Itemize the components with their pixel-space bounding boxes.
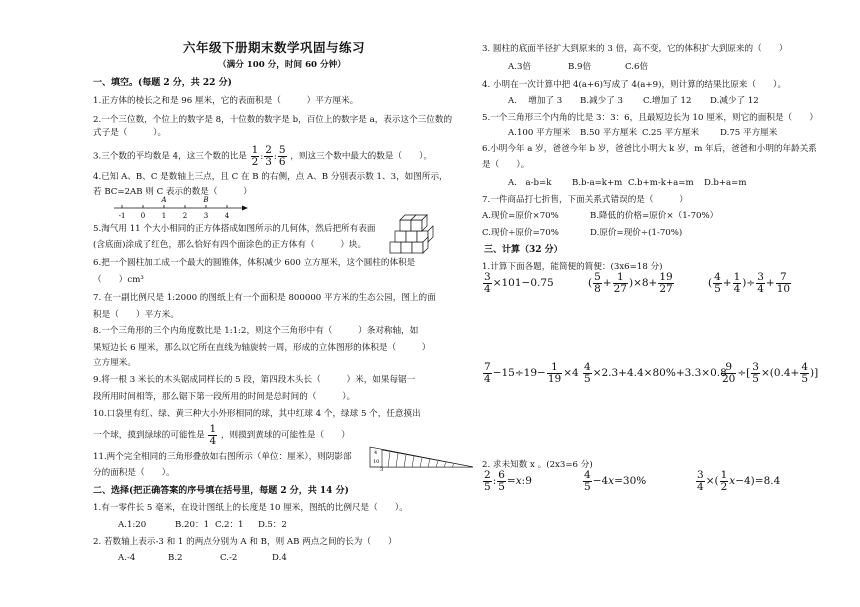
question-1-11-line2: 分的面积是（ ）。 [93,468,175,478]
number-line-tick-label: 4 [224,212,230,220]
number-line-tick-label: 2 [182,212,188,220]
q2-6-option-d: D.b+a=m [704,178,747,188]
ratio-colon: : [273,151,277,162]
question-1-6-line1: 6.把一个圆柱加工成一个最大的圆锥体，体积减少 600 立方厘米，这个圆柱的体积是 [93,258,416,268]
q2-1-option-a: A.1:20 [118,520,147,530]
section2-heading: 二、选择(把正确答案的序号填在括号里，每题 2 分，共 14 分) [93,486,349,496]
page-title: 六年级下册期末数学巩固与练习 [183,40,366,55]
q2-5-option-d: D.75 平方厘米 [720,128,778,138]
q2-7-option-c: C.现价÷原价=70% [482,228,559,238]
question-2-7: 7.一件商品打七折售，下面关系式错误的是（ ） [482,195,688,205]
question-1-8-line2: 果短边长 6 厘米，那么以它所在直线为轴旋转一周，形成的立体图形的体积是（ ） [93,343,431,353]
question-1-2-line2: 式子是（ ）。 [93,128,167,138]
question-1-10-tail: ，则摸到黄球的可能性是（ ） [220,430,350,441]
q2-2-option-d: D.4 [272,553,287,563]
section1-heading: 一、填空。(每题 2 分，共 22 分) [93,78,232,88]
q2-5-option-a: A.100 平方厘米 [508,128,571,138]
q2-1-option-b: B.20：1 [175,520,210,530]
calc-2: ( $\frac{5}{8}$ + $\frac{1}{27}$ )×8+ $\frac{19}{27}$ [588,271,673,295]
label-4: 4 [374,450,378,456]
question-1-7-line2: 积是（ ）平方米。 [93,310,179,320]
number-line-tick-label: -1 [118,212,126,220]
calc-3: ( $\frac{4}{5}$ + $\frac{1}{4}$ )÷ $\frac{3}{4}$ + $\frac{7}{10}$ [708,271,791,295]
question-1-3 [93,145,432,167]
q2-2-option-c: C.-2 [220,553,238,563]
number-line-arrow [242,206,248,211]
q2-4-option-b: B.减少了 3 [580,96,624,106]
question-1-10-line1: 10.口袋里有红、绿、黄三种大小外形相同的球，其中红球 4 个，绿球 5 个，任意摸出 [93,409,421,419]
equation-2: $\frac{4}{5}$ −4x=30% [584,469,647,493]
question-1-3-text: 3.三个数的平均数是 4，这三个数的比是 [93,151,247,162]
question-1-6-line2: （ ）cm³ [93,275,144,285]
question-2-6-line1: 6.小明今年 a 岁，爸爸今年 b 岁，爸爸比小明大 k 岁，m 年后，爸爸和小明的年龄关系 [482,144,817,154]
number-line-tick-label: 1 [161,212,167,220]
calc-1: $\frac{3}{4}$ ×101−0.75 [484,271,554,295]
q2-1-option-d: D.5：2 [258,520,287,530]
label-10: 10 [373,459,380,465]
cubes-figure [388,214,436,258]
calc-5: $\frac{4}{5}$ ×2.3+4.4×80%+3.3×0.8 [584,361,727,385]
ratio-colon: : [260,151,264,162]
label-3: 3 [380,467,384,473]
question-1-10-text: 一个球，摸到绿球的可能性是 [93,430,205,441]
question-1-1: 1.正方体的棱长之和是 96 厘米，它的表面积是（ ）平方厘米。 [93,96,359,106]
q2-5-option-c: C.25 平方厘米 [642,128,700,138]
question-2-4: 4. 小明在一次计算中把 4(a+6)写成了 4(a+9)，则计算的结果比原来（ ）。 [482,80,787,90]
question-1-9-line1: 9.将一根 3 米长的木头锯成同样长的 5 段，第四段木头长（ ）米，如果每锯一 [93,375,416,385]
number-line-tick-label: 0 [140,212,146,220]
question-1-4-line2: 若 BC=2AB 则 C 表示的数是（ ） [93,187,252,197]
part-3-1-instruction: 1.计算下面各题，能简便的简便：(3x6=18 分) [482,262,663,272]
question-2-1: 1.有一零件长 5 毫米，在设计图纸上的长度是 10 厘米，图纸的比例尺是（ ）。 [93,503,408,513]
q2-4-option-c: C.增加了 12 [643,96,692,106]
number-line-point-label: B [203,196,209,204]
question-1-4-line1: 4.已知 A、B、C 是数轴上三点，且 C 在 B 的右侧，点 A、B 分别表示数 1、3，如图所示， [93,172,448,182]
question-1-8-line3: 立方厘米。 [93,358,136,368]
ratio-fractions [250,144,288,168]
probability-fraction [208,424,217,446]
question-1-7-line1: 7. 在一副比例尺是 1:2000 的图纸上有一个面积是 800000 平方米的生态公园，图上的面 [93,293,436,303]
q2-6-option-a: A. a-b=k [508,178,552,188]
question-2-5: 5.一个三角形三个内角的比是 3：3：6，且最短边长为 10 厘米，则它的面积是（ ） [482,113,818,123]
number-line-point-label: A [161,196,167,204]
page-subtitle: （满分 100 分，时间 60 分钟） [218,60,346,70]
q2-7-option-d: D.原价=现价÷(1-70%) [590,228,683,238]
ratio-fraction: $\frac{1}{2}$ [251,144,259,168]
q2-1-option-c: C.2：1 [215,520,244,530]
q2-3-option-b: B.9倍 [568,62,592,72]
q2-2-option-a: A.-4 [118,553,136,563]
q2-5-option-b: B.50 平方厘米 [580,128,638,138]
calc-6: $\frac{9}{20}$ ÷[ $\frac{3}{5}$ ×(0.4+ $\frac{4}{5}$ )] [722,361,819,385]
question-1-3-tail: ，则这三个数中最大的数是（ ）。 [290,151,433,162]
q2-6-option-c: C.b+m-k+a=m [628,178,694,188]
question-1-10-line2 [93,424,350,446]
fraction-denominator: 4 [209,434,217,447]
fraction-numerator: 1 [209,423,217,435]
triangles-figure [368,445,476,471]
q2-7-option-b: B.降低的价格=原价×（1-70%） [590,211,719,221]
question-2-3: 3. 圆柱的底面半径扩大到原来的 3 倍，高不变，它的体积扩大到原来的（ ） [482,44,788,54]
equation-1: $\frac{2}{5}$ : $\frac{6}{5}$ =x:9 [484,469,532,493]
q2-4-option-a: A. 增加了 3 [508,96,563,106]
question-2-6-line2: 是（ ）。 [482,160,530,170]
equation-3: $\frac{3}{4}$ ×( $\frac{1}{2}$ x−4)=8.4 [697,469,781,493]
q2-6-option-b: B.b-a=k+m [572,178,623,188]
q2-3-option-a: A.3倍 [508,62,531,72]
question-1-5-line1: 5.淘气用 11 个大小相同的正方体搭成如图所示的几何体，然后把所有表面 [93,224,376,234]
q2-7-option-a: A.现价=原价×70% [482,211,559,221]
number-line-tick-label: 3 [203,212,209,220]
section3-heading: 三、计算（32 分） [484,245,563,255]
ratio-fraction: $\frac{5}{6}$ [278,144,286,168]
calc-4: $\frac{7}{4}$ −15÷19− $\frac{1}{19}$ ×4 [484,361,579,385]
question-1-2-line1: 2.一个三位数，个位上的数字是 8，十位数的数字是 b，百位上的数字是 a，表示这个三位数的 [93,115,453,125]
q2-2-option-b: B.2 [168,553,183,563]
q2-3-option-c: C.6倍 [625,62,649,72]
question-1-9-line2: 段所用时间相等，那么锯下第一段所用的时间是总时间的（ ）。 [93,392,356,402]
question-1-5-line2: (含底面)涂成了红色，那么恰好有四个面涂色的正方体有（ ）块。 [93,240,367,250]
q2-4-option-d: D.减少了 12 [710,96,759,106]
question-2-2: 2. 若数轴上表示-3 和 1 的两点分别为 A 和 B，则 AB 两点之间的长为（ ） [93,537,397,547]
number-line-figure [110,194,250,220]
part-3-2-instruction: 2. 求未知数 x 。(2x3=6 分) [482,460,593,470]
ratio-fraction: $\frac{2}{3}$ [265,144,272,168]
question-1-11-line1: 11.两个完全相同的三角形叠放如右图所示（单位：厘米），则阴影部 [93,452,352,462]
question-1-8-line1: 8.一个三角形的三个内角度数比是 1:1:2，则这个三角形中有（ ）条对称轴，如 [93,326,419,336]
